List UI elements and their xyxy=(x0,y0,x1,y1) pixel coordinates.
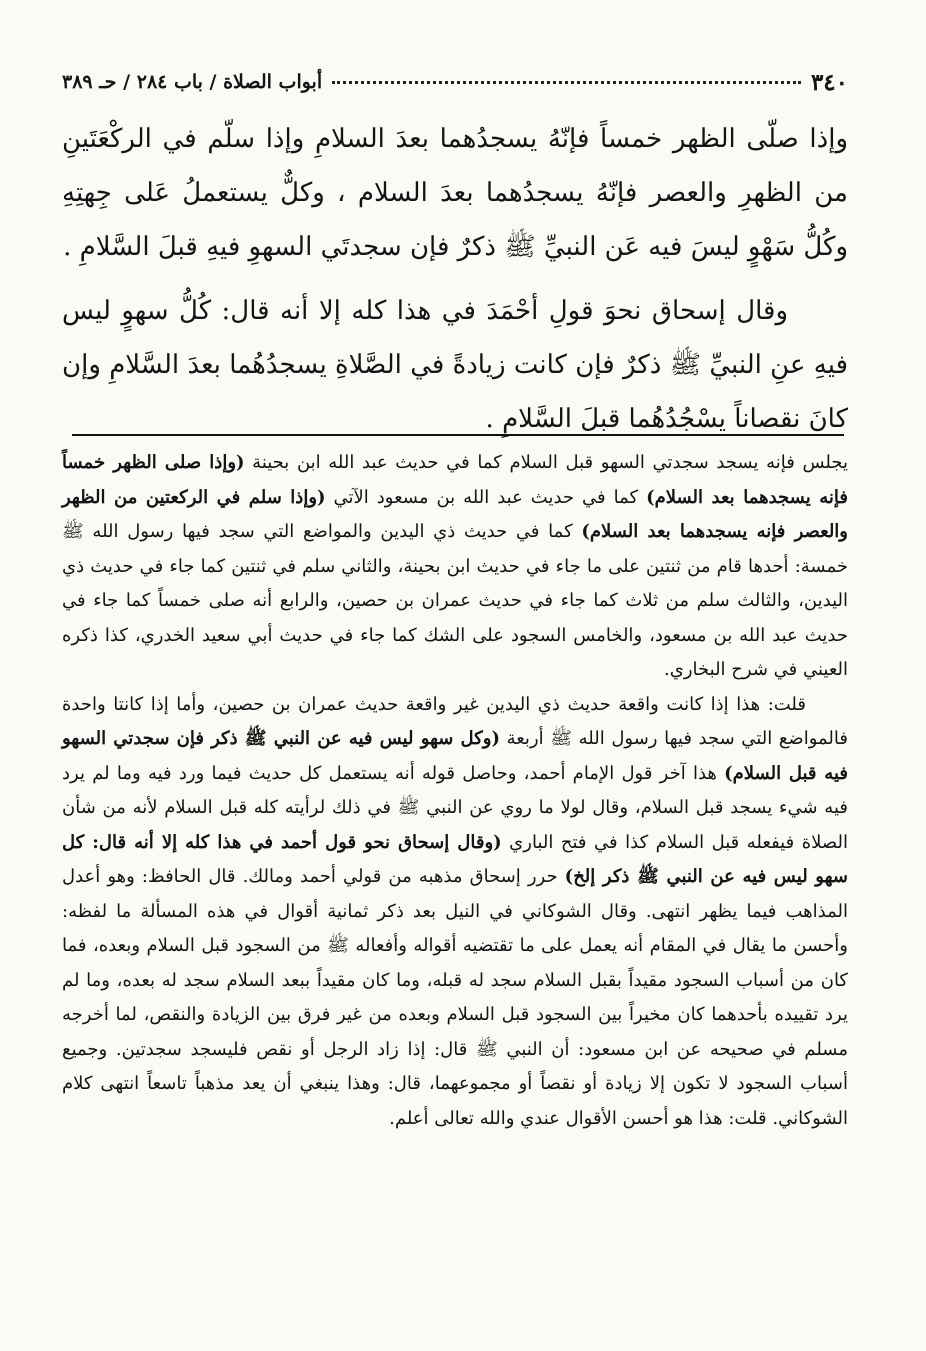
commentary-text: حرر إسحاق مذهبه من قولي أحمد ومالك. قال الحافظ: وهو أعدل المذاهب فيما يظهر انتهى. وقال الشوكاني في النيل بعد ذكر ثمانية أقوال في هذه المسألة ما لفظه: وأحسن ما يقال في المقام أنه يعمل على ما تقتضيه أقواله وأفعاله ﷺ من السجود قبل السلام وبعده، فما كان من أسباب السجود مقيداً بقبل السلام سجد له قبله، وما كان مقيداً ببعد السلام سجد له بعده، وما لم يرد تقييده بأحدهما كان مخيراً بين السجود قبل السلام وبعده من غير فرق بين الزيادة والنقص، لما أخرجه مسلم في صحيحه عن ابن مسعود: أن النبي ﷺ قال: إذا زاد الرجل أو نقص فليسجد سجدتين. وجميع أسباب السجود لا تكون إلا زيادة أو نقصاً أو مجموعهما، قال: وهذا ينبغي أن يعد مذهباً تاسعاً انتهى كلام الشوكاني. قلت: هذا هو أحسن الأقوال عندي والله تعالى أعلم. xyxy=(62,866,848,1129)
commentary xyxy=(62,446,848,1136)
commentary-paragraph-2 xyxy=(62,688,848,1137)
footnote-separator xyxy=(72,434,844,436)
page-number: ٣٤٠ xyxy=(810,68,848,96)
quoted-matn: (وإذا صلى الظهر خمساً فإنه يسجدهما بعد السلام) xyxy=(62,452,848,508)
page-header xyxy=(62,64,848,100)
commentary-text: قلت: هذا إذا كانت واقعة حديث ذي اليدين غير واقعة حديث عمران بن حصين، وأما إذا كانتا واحدة فالمواضع التي سجد فيها رسول الله ﷺ أربعة xyxy=(62,693,848,749)
header-dotted-leader xyxy=(332,81,801,84)
commentary-text: هذا آخر قول الإمام أحمد، وحاصل قوله أنه يستعمل كل حديث فيما ورد فيه وما لم يرد فيه شيء يسجد قبل السلام، وقال لولا ما روي عن النبي ﷺ في ذلك لرأيته كله قبل السلام لأنه من شأن الصلاة فيفعله قبل السلام كذا في فتح الباري xyxy=(62,762,848,853)
commentary-text: كما في حديث عبد الله بن مسعود الآتي xyxy=(325,486,647,508)
commentary-text: كما في حديث ذي اليدين والمواضع التي سجد فيها رسول الله ﷺ خمسة: أحدها قام من ثنتين على ما جاء في حديث ابن بحينة، والثاني سلم في ثنتين كما جاء في حديث ذي اليدين، والثالث سلم من ثلاث كما جاء في حديث عمران بن حصين، والرابع أنه صلى خمساً كما جاء في حديث عبد الله بن مسعود، والخامس السجود على الشك كما جاء في حديث أبي سعيد الخدري، كذا ذكره العيني في شرح البخاري. xyxy=(62,521,848,680)
running-head: أبواب الصلاة / باب ٢٨٤ / حـ ٣٨٩ xyxy=(62,71,323,93)
main-text xyxy=(62,112,848,446)
quoted-matn: (وقال إسحاق نحو قول أحمد في هذا كله إلا أنه قال: كل سهو ليس فيه عن النبي ﷺ ذكر إلخ) xyxy=(62,831,848,887)
main-paragraph-2: وقال إسحاق نحوَ قولِ أحْمَدَ في هذا كله إلا أنه قال: كُلُّ سهوٍ ليس فيهِ عنِ النبيِّ ﷺ ذكرٌ فإن كانت زيادةً في الصَّلاةِ يسجدُهُما بعدَ السَّلامِ وإن كانَ نقصاناً يسْجُدُهُما قبلَ السَّلامِ . xyxy=(62,296,848,434)
main-paragraph-1: وإذا صلّى الظهر خمساً فإنّهُ يسجدُهما بعدَ السلامِ وإذا سلّم في الركْعَتَينِ من الظهرِ والعصر فإنّهُ يسجدُهما بعدَ السلام ، وكلٌّ يستعملُ عَلى جِهتِهِ وكُلُّ سَهْوٍ ليسَ فيه عَن النبيِّ ﷺ ذكرٌ فإن سجدتَي السهوِ فيهِ قبلَ السَّلامِ . xyxy=(62,124,848,262)
quoted-matn: (وإذا سلم في الركعتين من الظهر والعصر فإنه يسجدهما بعد السلام) xyxy=(62,486,848,542)
commentary-text: يجلس فإنه يسجد سجدتي السهو قبل السلام كما في حديث عبد الله ابن بحينة xyxy=(244,452,849,473)
commentary-paragraph-1 xyxy=(62,446,848,688)
quoted-matn: (وكل سهو ليس فيه عن النبي ﷺ ذكر فإن سجدتي السهو فيه قبل السلام) xyxy=(62,728,848,784)
